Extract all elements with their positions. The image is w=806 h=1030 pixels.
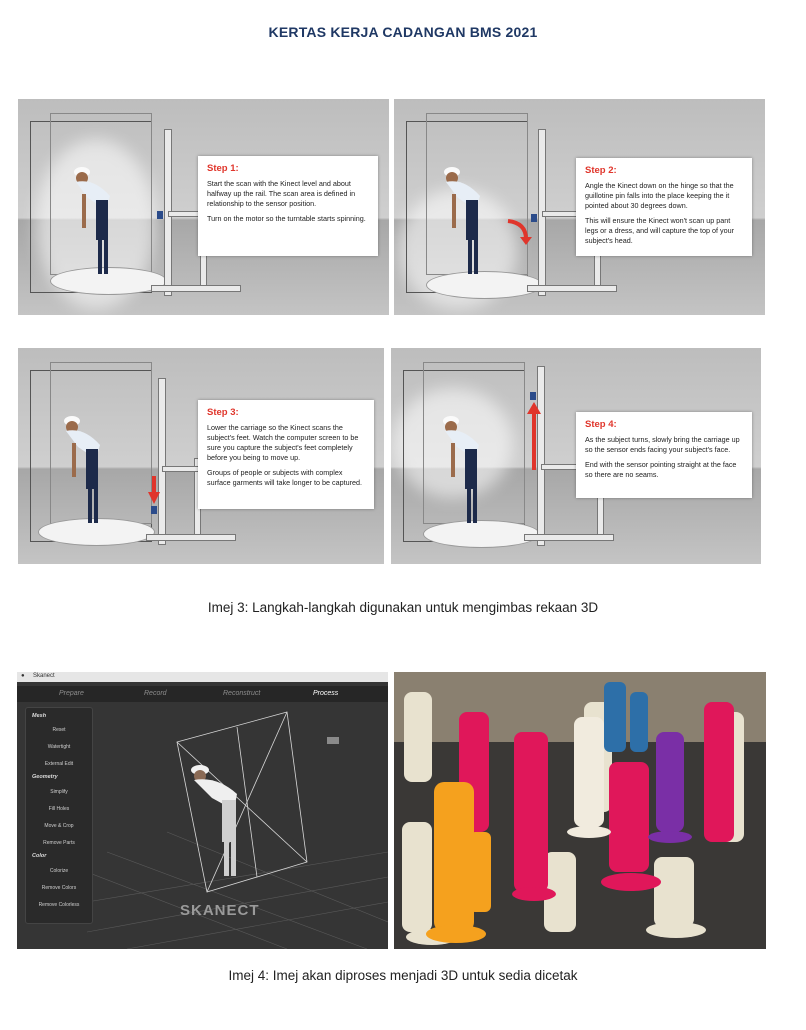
step-3-title: Step 3: xyxy=(207,407,239,418)
skanect-logo: SKANECT xyxy=(180,902,260,919)
step-1-text: Turn on the motor so the turntable starts spinning. xyxy=(207,214,366,223)
step-1-title: Step 1: xyxy=(207,163,239,174)
mac-menubar xyxy=(17,672,388,682)
scanner-rail xyxy=(158,378,166,545)
section-geometry: Geometry xyxy=(32,774,58,780)
step-2-text: This will ensure the Kinect won't scan up pant legs or a dress, and will capture the top of your subject's head. xyxy=(585,216,735,245)
kinect-sensor xyxy=(530,392,536,400)
kinect-sensor xyxy=(157,211,163,219)
subject-figure xyxy=(54,164,124,276)
scanner-base xyxy=(527,285,617,292)
skanect-screenshot xyxy=(17,672,388,949)
step-4-card xyxy=(576,412,752,498)
section-mesh: Mesh xyxy=(32,713,47,719)
scanner-base xyxy=(151,285,241,292)
tab-process[interactable]: Process xyxy=(313,690,339,697)
process-sidepanel xyxy=(25,707,93,924)
step-2-card xyxy=(576,158,752,256)
skanect-tab-bar xyxy=(17,686,388,702)
step-4-title: Step 4: xyxy=(585,419,617,430)
figure-caption-image3: Imej 3: Langkah-langkah digunakan untuk mengimbas rekaan 3D xyxy=(207,600,599,615)
scanner-base xyxy=(524,534,614,541)
step-3-text: Groups of people or subjects with complex surface garments will take longer to be captured. xyxy=(207,468,363,487)
watertight-button[interactable]: Watertight xyxy=(47,744,71,750)
fill-holes-button[interactable]: Fill Holes xyxy=(48,806,70,812)
printed-figures-photo xyxy=(394,672,766,949)
tab-prepare[interactable]: Prepare xyxy=(59,690,84,697)
scanner-base xyxy=(146,534,236,541)
figure-caption-image4: Imej 4: Imej akan diproses menjadi 3D untuk sedia dicetak xyxy=(228,968,578,983)
step-3-text: Lower the carriage so the Kinect scans the subject's feet. Watch the computer screen to be sure you capture the subject's feet completely before you being to move up. xyxy=(207,423,359,462)
section-color: Color xyxy=(32,853,47,859)
remove-colors-button[interactable]: Remove Colors xyxy=(41,885,77,891)
move-crop-button[interactable]: Move & Crop xyxy=(44,823,74,829)
curved-arrow-icon xyxy=(504,217,532,245)
step-4-text: As the subject turns, slowly bring the carriage up so the sensor ends facing your subject's face. xyxy=(585,435,740,454)
step-3-card xyxy=(198,400,374,509)
scanner-rail-crossbar xyxy=(162,466,199,472)
down-arrow-icon xyxy=(148,476,160,504)
subject-figure xyxy=(44,413,114,525)
remove-parts-button[interactable]: Remove Parts xyxy=(43,840,75,846)
menubar-app-title: Skanect xyxy=(33,673,55,679)
tab-reconstruct[interactable]: Reconstruct xyxy=(223,690,261,697)
reset-button[interactable]: Reset xyxy=(52,727,66,733)
subject-figure xyxy=(424,164,494,276)
step-2-title: Step 2: xyxy=(585,165,617,176)
step-1-card xyxy=(198,156,378,256)
document-title: KERTAS KERJA CADANGAN BMS 2021 xyxy=(268,24,538,40)
up-arrow-icon xyxy=(527,402,541,470)
apple-icon: ● xyxy=(21,673,25,679)
kinect-sensor xyxy=(151,506,157,514)
remove-colorless-button[interactable]: Remove Colorless xyxy=(38,902,80,908)
subject-figure xyxy=(423,413,493,525)
printed-figurines xyxy=(394,672,766,949)
tab-record[interactable]: Record xyxy=(144,690,167,697)
step-2-text: Angle the Kinect down on the hinge so that the guillotine pin falls into the place keeping the it pointed about 30 degrees down. xyxy=(585,181,734,210)
external-edit-button[interactable]: External Edit xyxy=(44,761,74,767)
simplify-button[interactable]: Simplify xyxy=(50,789,68,795)
step-4-text: End with the sensor pointing straight at the face so there are no seams. xyxy=(585,460,737,479)
colorize-button[interactable]: Colorize xyxy=(49,868,69,874)
step-1-text: Start the scan with the Kinect level and about halfway up the rail. The scan area is defined in relationship to the sensor position. xyxy=(207,179,356,208)
scanned-person-model xyxy=(182,760,252,880)
